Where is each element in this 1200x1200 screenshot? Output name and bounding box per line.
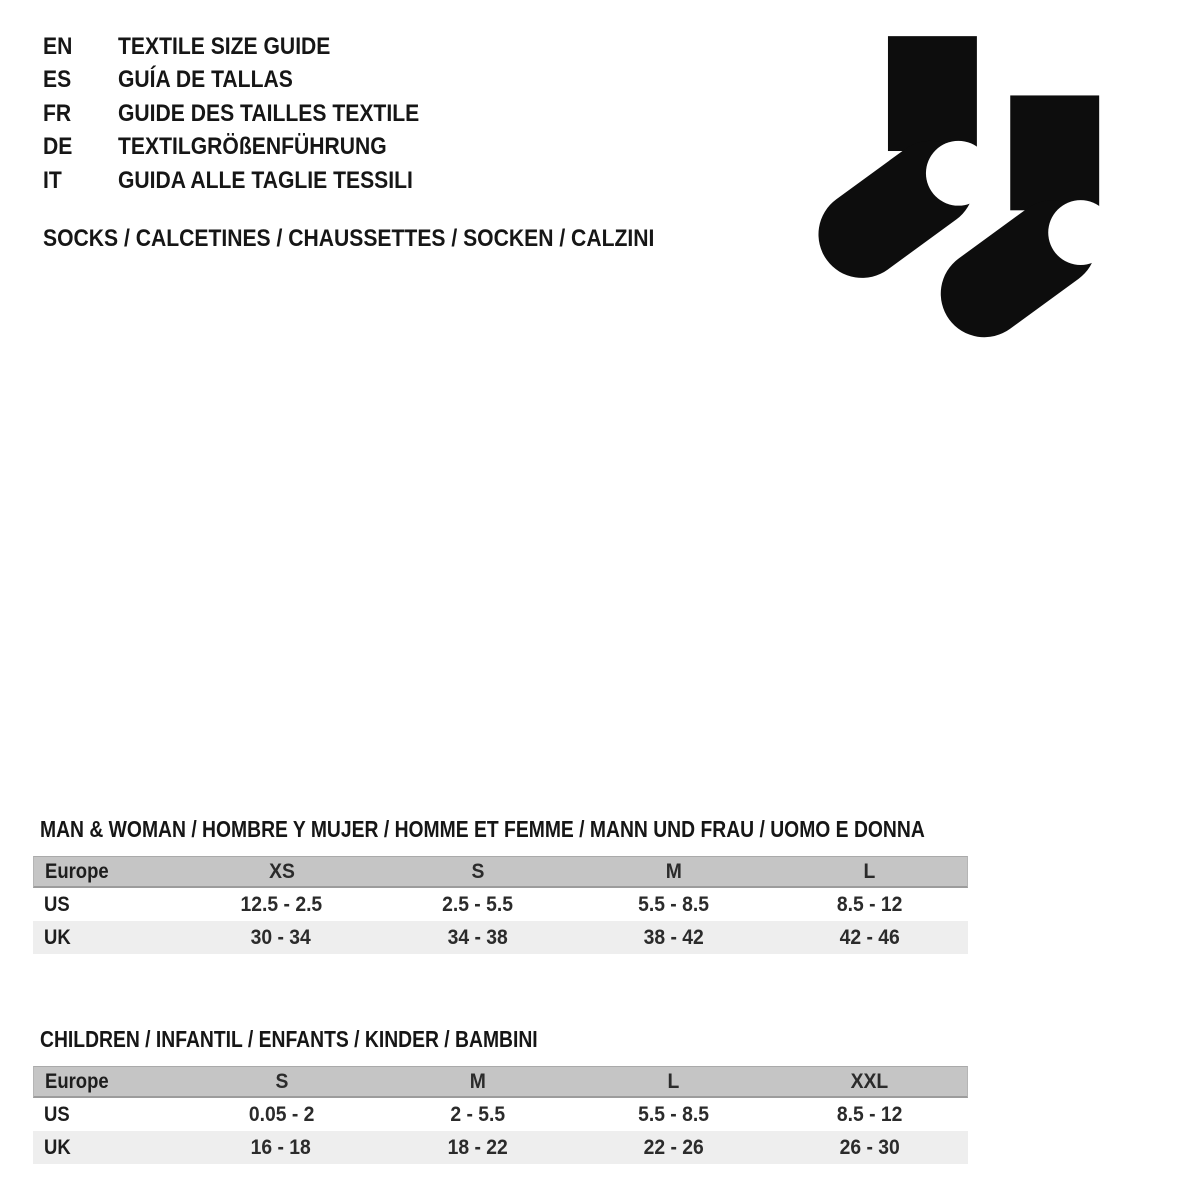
row-label: UK: [44, 1135, 71, 1159]
guide-title-fr: GUIDE DES TAILLES TEXTILE: [118, 99, 420, 127]
size-value: 38 - 42: [643, 925, 704, 949]
size-value: 16 - 18: [251, 1135, 312, 1159]
header-cell-region: Europe: [45, 859, 109, 883]
guide-title-it: GUIDA ALLE TAGLIE TESSILI: [118, 166, 413, 194]
header-cell-size-s: S: [275, 1069, 289, 1093]
language-row-it: [43, 164, 460, 198]
adult-size-table: [33, 856, 968, 954]
size-value: 26 - 30: [839, 1135, 900, 1159]
size-value: 8.5 - 12: [837, 892, 903, 916]
language-code: ES: [43, 66, 72, 94]
size-value: 22 - 26: [643, 1135, 704, 1159]
sock-right: [984, 95, 1113, 293]
size-value: 2 - 5.5: [449, 1102, 505, 1126]
children-table-row-uk: [33, 1131, 968, 1164]
header-cell-size-xs: XS: [268, 859, 295, 883]
row-label: US: [44, 892, 70, 916]
language-row-es: [43, 64, 460, 98]
guide-title-en: TEXTILE SIZE GUIDE: [118, 32, 331, 60]
adult-table-row-uk: [33, 921, 968, 954]
header-cell-size-l: L: [667, 1069, 680, 1093]
children-section-title: CHILDREN / INFANTIL / ENFANTS / KINDER / BAMBINI: [40, 1026, 538, 1052]
row-label: US: [44, 1102, 70, 1126]
header-cell-size-xxl: XXL: [850, 1069, 888, 1093]
size-value: 30 - 34: [251, 925, 312, 949]
size-value: 42 - 46: [839, 925, 900, 949]
header-cell-size-m: M: [469, 1069, 486, 1093]
size-value: 34 - 38: [447, 925, 508, 949]
size-value: 0.05 - 2: [248, 1102, 314, 1126]
socks-icon: [812, 36, 1114, 342]
language-row-de: [43, 131, 460, 165]
language-code: EN: [43, 32, 73, 60]
header-cell-size-s: S: [471, 859, 485, 883]
guide-title-es: GUÍA DE TALLAS: [118, 66, 293, 94]
adult-table-header-row: [33, 856, 968, 888]
header-cell-region: Europe: [45, 1069, 109, 1093]
language-code: FR: [43, 99, 72, 127]
language-row-fr: [43, 97, 460, 131]
language-code: DE: [43, 133, 73, 161]
adult-section-title: MAN & WOMAN / HOMBRE Y MUJER / HOMME ET FEMME / MANN UND FRAU / UOMO E DONNA: [40, 816, 925, 842]
language-code: IT: [43, 166, 62, 194]
header-cell-size-l: L: [863, 859, 876, 883]
size-value: 5.5 - 8.5: [638, 892, 710, 916]
children-table-row-us: [33, 1098, 968, 1131]
language-row-en: [43, 30, 460, 64]
size-value: 12.5 - 2.5: [240, 892, 322, 916]
size-value: 8.5 - 12: [837, 1102, 903, 1126]
product-category-line: SOCKS / CALCETINES / CHAUSSETTES / SOCKEN / CALZINI: [43, 225, 655, 252]
header-cell-size-m: M: [665, 859, 682, 883]
size-value: 2.5 - 5.5: [441, 892, 513, 916]
row-label: UK: [44, 925, 71, 949]
size-value: 5.5 - 8.5: [638, 1102, 710, 1126]
children-size-table: [33, 1066, 968, 1164]
children-table-header-row: [33, 1066, 968, 1098]
language-list: [43, 30, 460, 198]
size-value: 18 - 22: [447, 1135, 508, 1159]
adult-table-row-us: [33, 888, 968, 921]
guide-title-de: TEXTILGRÖßENFÜHRUNG: [118, 133, 387, 161]
sock-left: [862, 36, 991, 234]
